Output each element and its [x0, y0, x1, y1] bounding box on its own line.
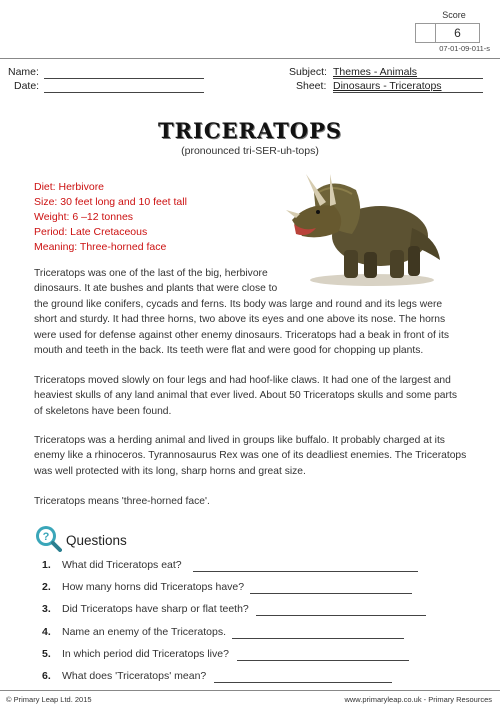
- question-number: 3.: [42, 603, 51, 615]
- top-divider: [0, 58, 500, 59]
- magnifier-question-icon: [34, 524, 62, 552]
- fact-list: [34, 180, 187, 255]
- question-number: 4.: [42, 626, 51, 638]
- question-row: [0, 603, 500, 621]
- question-text: What does 'Triceratops' mean?: [62, 670, 207, 682]
- website-link[interactable]: www.primaryleap.co.uk - Primary Resources: [344, 695, 492, 704]
- copyright: © Primary Leap Ltd. 2015: [6, 695, 92, 704]
- fact-weight: Weight: 6 –12 tonnes: [34, 211, 134, 223]
- answer-line[interactable]: [214, 682, 392, 683]
- fact-size: Size: 30 feet long and 10 feet tall: [34, 196, 187, 208]
- paragraph-line: dinosaurs. It ate bushes and plants that were close to: [34, 283, 278, 295]
- paragraph-line: enemy like a rhinoceros. Tyrannosaurus Rex was one of its deadliest enemies. The Triceratops: [34, 450, 467, 462]
- question-row: [0, 581, 500, 599]
- bottom-divider: [0, 690, 500, 691]
- question-text: Did Triceratops have sharp or flat teeth?: [62, 603, 249, 615]
- paragraph-line: Triceratops moved slowly on four legs and had hoof-like claws. It had one of the largest and: [34, 375, 451, 386]
- score-box: [415, 23, 480, 43]
- question-text: How many horns did Triceratops have?: [62, 581, 245, 593]
- question-text: What did Triceratops eat?: [62, 559, 182, 571]
- paragraph-line: heaviest skulls of any land animal that ever lived. About 50 Triceratops skulls and some parts: [34, 390, 457, 402]
- paragraph-line: of skeletons have been found.: [34, 405, 172, 417]
- paragraph-4: [34, 494, 474, 509]
- name-label: Name:: [8, 66, 39, 78]
- fact-diet: Diet: Herbivore: [34, 181, 105, 193]
- subject-label: Subject:: [289, 66, 327, 78]
- paragraph-3: [34, 433, 474, 479]
- sheet-label: Sheet:: [296, 80, 327, 92]
- score-label: Score: [442, 10, 466, 20]
- sheet-code: 07-01-09-011-s: [439, 44, 490, 53]
- page-title: TRICERATOPS: [157, 118, 343, 143]
- question-row: [0, 670, 500, 688]
- question-number: 6.: [42, 670, 51, 682]
- paragraph-line: short and sturdy. It had three horns, two above its eyes and one above its nose. The horns: [34, 314, 446, 326]
- paragraph-1: [34, 266, 474, 358]
- paragraph-line: Triceratops was one of the last of the big, herbivore: [34, 268, 268, 279]
- subject-line: [333, 78, 483, 79]
- sheet-line: [333, 92, 483, 93]
- question-number: 2.: [42, 581, 51, 593]
- fact-period: Period: Late Cretaceous: [34, 226, 148, 238]
- paragraph-line: Triceratops was a herding animal and lived in groups like buffalo. It probably charged at its: [34, 435, 445, 446]
- paragraph-line: the ground like conifers, cycads and ferns. Its body was large and round and its legs were: [34, 298, 443, 310]
- question-row: [0, 626, 500, 644]
- paragraph-line: was well protected with its long, sharp horns and great size.: [34, 465, 306, 477]
- questions-heading: Questions: [66, 533, 127, 548]
- pronunciation: (pronounced tri-SER-uh-tops): [181, 145, 319, 157]
- paragraph-line: mouth and teeth in the back. Its teeth were flat and were good for chopping up plants.: [34, 345, 424, 357]
- question-row: [0, 648, 500, 666]
- sheet-value: Dinosaurs - Triceratops: [333, 80, 442, 92]
- svg-text:?: ?: [42, 531, 50, 543]
- question-text: Name an enemy of the Triceratops.: [62, 626, 226, 638]
- question-number: 5.: [42, 648, 51, 660]
- name-line[interactable]: [44, 78, 204, 79]
- paragraph-2: [34, 373, 474, 419]
- question-text: In which period did Triceratops live?: [62, 648, 229, 660]
- answer-line[interactable]: [232, 638, 404, 639]
- answer-line[interactable]: [193, 571, 418, 572]
- question-number: 1.: [42, 559, 51, 571]
- score-value: 6: [454, 26, 461, 40]
- answer-line[interactable]: [256, 615, 426, 616]
- answer-line[interactable]: [237, 660, 409, 661]
- question-row: [0, 559, 500, 577]
- paragraph-line: were used for defense against other enemy dinosaurs. Triceratops had a beak in front of its: [34, 329, 449, 341]
- fact-meaning: Meaning: Three-horned face: [34, 241, 167, 253]
- subject-value: Themes - Animals: [333, 66, 418, 78]
- date-line[interactable]: [44, 92, 204, 93]
- date-label: Date:: [14, 80, 40, 92]
- paragraph-line: Triceratops means 'three-horned face'.: [34, 496, 210, 507]
- answer-line[interactable]: [250, 593, 412, 594]
